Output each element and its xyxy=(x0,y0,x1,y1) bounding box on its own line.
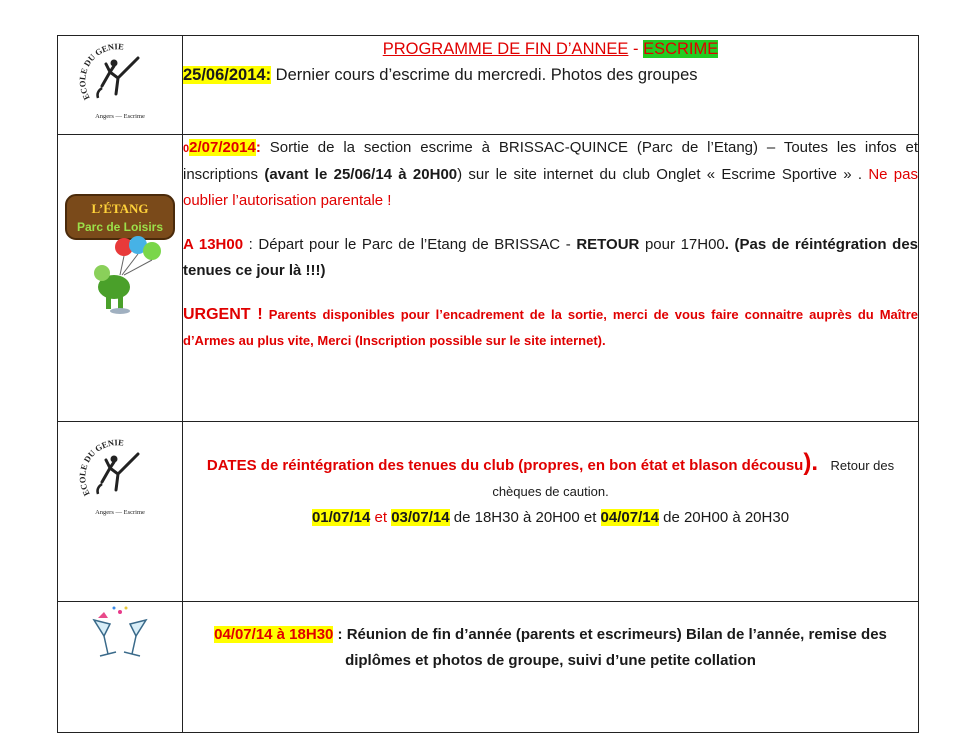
date-highlight: 2/07/2014 xyxy=(189,139,256,156)
row3-content xyxy=(183,422,919,602)
champagne-glasses-icon xyxy=(58,602,182,672)
turtle-balloons-icon xyxy=(58,135,182,325)
svg-text:L’ÉTANG: L’ÉTANG xyxy=(91,201,149,216)
fencer-logo-icon xyxy=(58,422,182,542)
program-title: PROGRAMME DE FIN D’ANNEE - ESCRIME xyxy=(382,40,719,58)
urgent-paragraph: URGENT ! Parents disponibles pour l’encadrement de la sortie, merci de vous faire connaitre auprès du Maître d’Armes au plus vite, Merci (Inscription possible sur le site internet). xyxy=(183,306,919,348)
row4-content xyxy=(183,602,919,733)
table-row xyxy=(58,135,919,422)
fencer-logo-icon xyxy=(58,36,182,134)
svg-text:ECOLE DU GENIE: ECOLE DU GENIE xyxy=(77,437,125,498)
svg-text:Parc de Loisirs: Parc de Loisirs xyxy=(76,220,164,234)
row1-line: 25/06/2014: Dernier cours d’escrime du mercredi. Photos des groupes xyxy=(183,66,698,84)
date-highlight: 25/06/2014: xyxy=(183,66,272,84)
outing-paragraph: 02/07/2014: Sortie de la section escrime à BRISSAC-QUINCE (Parc de l’Etang) – Toutes les infos et inscriptions (avant le 25/06/14 à 20H00) sur le site internet du club Onglet « Escrime Sportive » . Ne pas oublier l’autorisation parentale ! xyxy=(183,139,918,209)
escrime-tag: ESCRIME xyxy=(643,40,719,58)
date-highlight: 04/07/14 xyxy=(600,509,659,526)
meeting-paragraph: 04/07/14 à 18H30 : Réunion de fin d’année (parents et escrimeurs) Bilan de l’année, remise des diplômes et photos de groupe, suivi d’une petite collation xyxy=(214,626,887,669)
dates-line: 01/07/14 et 03/07/14 de 18H30 à 20H00 et 04/07/14 de 20H00 à 20H30 xyxy=(311,509,790,526)
date-highlight: 04/07/14 à 18H30 xyxy=(214,626,334,643)
row2-content xyxy=(183,135,919,422)
row1-content xyxy=(183,36,919,135)
program-table xyxy=(57,35,919,733)
date-highlight: 03/07/14 xyxy=(391,509,450,526)
logo-cell xyxy=(58,602,183,733)
logo-cell xyxy=(58,422,183,602)
dates-paragraph: DATES de réintégration des tenues du club (propres, en bon état et blason décousu). Retour des chèques de caution. xyxy=(206,449,895,499)
date-highlight: 01/07/14 xyxy=(311,509,371,526)
svg-text:Angers — Escrime: Angers — Escrime xyxy=(95,113,145,120)
table-row xyxy=(58,422,919,602)
svg-text:Angers — Escrime: Angers — Escrime xyxy=(95,509,145,516)
table-row xyxy=(58,36,919,135)
logo-cell xyxy=(58,135,183,422)
table-row xyxy=(58,602,919,733)
logo-cell xyxy=(58,36,183,135)
departure-paragraph: A 13H00 : Départ pour le Parc de l’Etang de BRISSAC - RETOUR pour 17H00. (Pas de réintégration des tenues ce jour là !!!) xyxy=(183,236,918,279)
svg-text:ECOLE DU GENIE: ECOLE DU GENIE xyxy=(77,41,125,102)
